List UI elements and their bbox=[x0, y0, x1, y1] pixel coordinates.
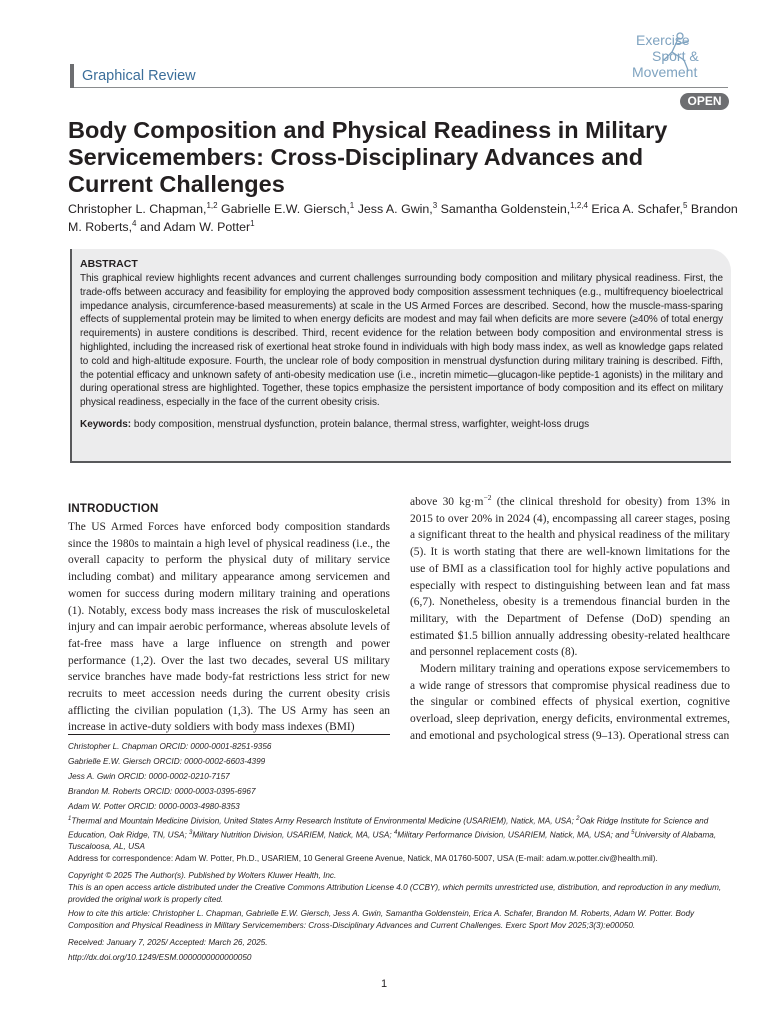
affiliations bbox=[68, 814, 730, 853]
author-affiliation-mark: 1 bbox=[250, 218, 255, 228]
author-affiliation-mark: 1,2 bbox=[206, 200, 218, 210]
affiliation-mark: 1 bbox=[68, 816, 72, 822]
orcid-line: Adam W. Potter ORCID: 0000-0003-4980-8353 bbox=[68, 802, 240, 812]
orcid-line: Christopher L. Chapman ORCID: 0000-0001-8251-9356 bbox=[68, 742, 272, 751]
author-affiliation-mark: 4 bbox=[132, 218, 137, 228]
logo-line-1: Exercise bbox=[636, 32, 690, 48]
intro-paragraph-2: Modern military training and operations expose servicemembers to a wide range of stressors that compromise physical readiness due to the singular or combined effects of physical exertion, cognitive overload, sleep deprivation, energy deficits, environmental extremes, and emotional and psychological stress (9–13). Operational stress can bbox=[410, 663, 730, 742]
orcid-line: Jess A. Gwin ORCID: 0000-0002-0210-7157 bbox=[68, 772, 230, 782]
affiliation-text: Thermal and Mountain Medicine Division, United States Army Research Institute of Environmental Medicine (USARIEM), Natick, MA, USA; bbox=[71, 816, 577, 826]
journal-logo bbox=[628, 30, 732, 86]
author-name: Gabrielle E.W. Giersch, bbox=[221, 202, 350, 216]
orcid-list bbox=[68, 741, 271, 816]
author-name: Christopher L. Chapman, bbox=[68, 202, 207, 216]
footnote-rule bbox=[68, 734, 390, 735]
affiliation-text: Military Nutrition Division, USARIEM, Natick, MA, USA; bbox=[192, 830, 394, 840]
received-date: Received: January 7, 2025/ Accepted: March 26, 2025. bbox=[68, 938, 268, 947]
affiliation-text: Oak Ridge Institute for Science and Education, Oak Ridge, TN, USA; bbox=[68, 816, 709, 840]
doi-link[interactable]: http://dx.doi.org/10.1249/ESM.0000000000000050 bbox=[68, 953, 252, 962]
body-column-left bbox=[68, 519, 390, 736]
author-name: Samantha Goldenstein, bbox=[440, 202, 571, 216]
open-access-badge: OPEN bbox=[680, 93, 729, 110]
abstract-text: This graphical review highlights recent advances and current challenges surrounding body composition and military physical readiness. First, the trade-offs between accuracy and feasibility for employing the approved body composition assessment techniques (e.g., multifrequency bioelectrical impedance analysis, circumference-based measurements) at scale in the US Armed Forces are described. Second, how the muscle-mass-sparing effects of supplemental protein may be limited to when energy deficits are modest and may fail when deficits are more severe (≥40% of total energy requirements) in austere conditions is described. Third, recent evidence for the relation between body composition and environmental stress is highlighted, including the increased risk of exertional heat stroke found in individuals with high body mass index, as well as knowledge gaps related to cold and high-altitude exposure. Fourth, the unclear role of body composition in menstrual dysfunction during military training is described. Fifth, the potential efficacy and unknown safety of anti-obesity medication use (i.e., incretin mimetic—glucagon-like peptide-1 agonists) in the military and during operational stress are highlighted. Together, these topics emphasize the persistent importance of body composition and its effect on military physical readiness, especially in the face of the current obesity crisis. bbox=[80, 273, 723, 409]
license-line: This is an open access article distributed under the Creative Commons Attribution License 4.0 (CCBY), which permits unrestricted use, distribution, and reproduction in any medium, provided the original work is properly cited. bbox=[68, 882, 722, 904]
affiliation-mark: 3 bbox=[189, 829, 193, 836]
abstract-heading: ABSTRACT bbox=[80, 258, 138, 270]
keywords-label: Keywords: bbox=[80, 418, 132, 430]
author-name: and Adam W. Potter bbox=[139, 220, 251, 234]
affiliation-mark: 5 bbox=[631, 829, 635, 836]
page-number: 1 bbox=[380, 978, 388, 990]
intro-paragraph-1-continued: above 30 $kg\cdot m^{-2}$ (the clinical threshold for obesity) from 13% in 2015 to over 20% in 2024 (4), encompassing all career stages, posing a significant threat to the health and physical readiness of the military (5). It is worth stating that there are well-known limitations for the use of BMI as a classification tool for highly active populations and especially with respect to distinguishing between lean and fat mass (6,7). Nonetheless, obesity is a tremendous financial burden in the military, with the Department of Defense (DoD) spending an estimated $1.5 billion annually addressing obesity-related healthcare and personnel replacement costs (8). bbox=[410, 493, 731, 659]
orcid-line: Gabrielle E.W. Giersch ORCID: 0000-0002-6603-4399 bbox=[68, 757, 266, 767]
author-affiliation-mark: 3 bbox=[432, 200, 438, 210]
article-title: Body Composition and Physical Readiness in Military Servicemembers: Cross-Disciplinary Advances and Current Challenges bbox=[68, 117, 668, 197]
body-column-right bbox=[410, 494, 730, 745]
author-list bbox=[68, 200, 748, 236]
affiliation-mark: 4 bbox=[393, 829, 398, 836]
orcid-line: Brandon M. Roberts ORCID: 0000-0003-0395-6967 bbox=[68, 787, 256, 797]
header-rule bbox=[74, 87, 728, 88]
logo-line-3: Movement bbox=[632, 64, 698, 80]
author-affiliation-mark: 5 bbox=[683, 200, 688, 210]
logo-line-2: Sport & bbox=[652, 48, 699, 64]
author-name: Brandon M. Roberts, bbox=[68, 202, 738, 234]
affiliation-mark: 2 bbox=[576, 816, 580, 822]
keywords bbox=[80, 418, 723, 431]
affiliation-text: Military Performance Division, USARIEM, Natick, MA, USA; and bbox=[397, 830, 632, 840]
section-label: Graphical Review bbox=[70, 64, 196, 88]
abstract-box bbox=[70, 249, 731, 463]
copyright-notice bbox=[68, 870, 730, 905]
affiliation-text: University of Alabama, Tuscaloosa, AL, USA bbox=[68, 830, 717, 852]
intro-paragraph-1: The US Armed Forces have enforced body composition standards since the 1980s to maintain a high level of physical readiness (i.e., the overall capacity to perform the physical duty of military service including combat) and military appearance among servicemen and women for success during modern military training and operations (1). Notably, excess body mass increases the risk of musculoskeletal injury and can impair aerobic performance, whereas absolute levels of fat-free mass have a large influence on strength and power performance (1,2). Over the last two decades, several US military service branches have made body-fat restrictions less strict for new recruits to meet accession needs during the current obesity crisis afflicting the civilian population (1,3). The US Army has seen an increase in active-duty soldiers with body mass indexes (BMI) bbox=[68, 521, 390, 734]
keywords-list: body composition, menstrual dysfunction, protein balance, thermal stress, warfighter, weight-loss drugs bbox=[133, 418, 590, 430]
correspondence-address: Address for correspondence: Adam W. Potter, Ph.D., USARIEM, 10 General Greene Avenue, Natick, MA 01760-5007, USA (E-mail: adam.w.potter.civ@health.mil). bbox=[68, 854, 658, 863]
author-name: Jess A. Gwin, bbox=[357, 202, 433, 216]
introduction-heading: INTRODUCTION bbox=[68, 503, 159, 515]
citation-line: How to cite this article: Christopher L. Chapman, Gabrielle E.W. Giersch, Jess A. Gwin, Samantha Goldenstein, Erica A. Schafer, Brandon M. Roberts, Adam W. Potter. Body Composition and Physical Readiness in Military Servicemembers: Cross-Disciplinary Advances and Current Challenges. Exerc Sport Mov 2025;3(3):e00050. bbox=[68, 909, 695, 930]
author-affiliation-mark: 1,2,4 bbox=[570, 200, 588, 210]
copyright-line: Copyright © 2025 The Author(s). Published by Wolters Kluwer Health, Inc. bbox=[68, 871, 337, 880]
author-affiliation-mark: 1 bbox=[349, 200, 355, 210]
author-name: Erica A. Schafer, bbox=[591, 202, 684, 216]
